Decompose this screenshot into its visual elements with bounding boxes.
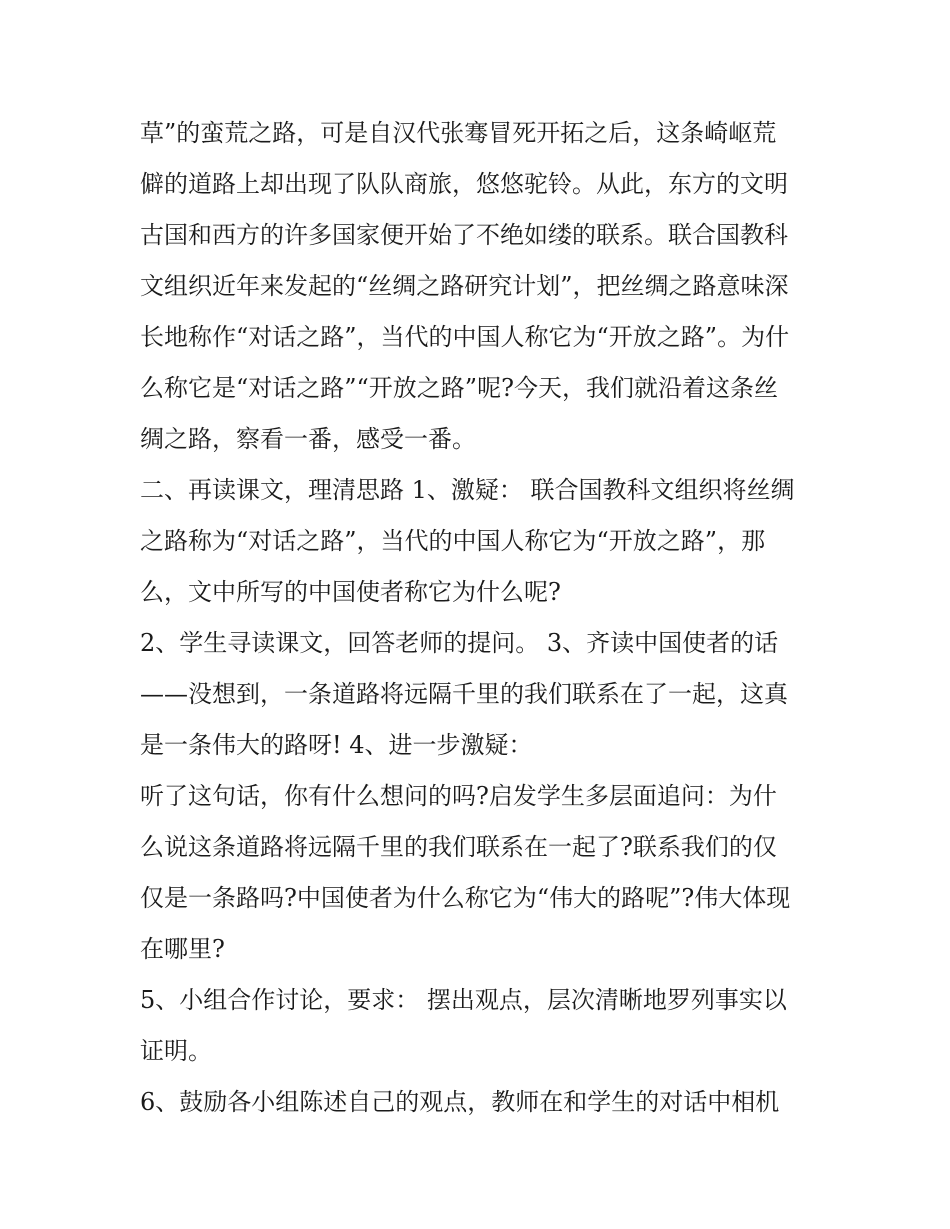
document-body bbox=[140, 108, 830, 1128]
text-line: 2、学生寻读课文，回答老师的提问。 3、齐读中国使者的话 bbox=[140, 629, 779, 657]
text-line: ——没想到，一条道路将远隔千里的我们联系在了一起，这真 bbox=[140, 680, 788, 708]
text-line: 文组织近年来发起的“丝绸之路研究计划”，把丝绸之路意味深 bbox=[140, 272, 789, 300]
text-line: 僻的道路上却出现了队队商旅，悠悠驼铃。从此，东方的文明 bbox=[140, 170, 788, 198]
text-line: 仅是一条路吗?中国使者为什么称它为“伟大的路呢”?伟大体现 bbox=[140, 884, 791, 912]
text-line: 5、小组合作讨论，要求： 摆出观点，层次清晰地罗列事实以 bbox=[140, 986, 787, 1014]
text-line: 么，文中所写的中国使者称它为什么呢? bbox=[140, 578, 561, 606]
text-line: 之路称为“对话之路”，当代的中国人称它为“开放之路”，那 bbox=[140, 527, 766, 555]
text-line: 听了这句话，你有什么想问的吗?启发学生多层面追问：为什 bbox=[140, 782, 777, 810]
text-line: 古国和西方的许多国家便开始了不绝如缕的联系。联合国教科 bbox=[140, 221, 788, 249]
text-line: 证明。 bbox=[140, 1037, 212, 1065]
text-line: 是一条伟大的路呀! 4、进一步激疑： bbox=[140, 731, 533, 759]
text-line: 么说这条道路将远隔千里的我们联系在一起了?联系我们的仅 bbox=[140, 833, 777, 861]
text-line: 么称它是“对话之路”“开放之路”呢?今天，我们就沿着这条丝 bbox=[140, 374, 778, 402]
text-line: 绸之路，察看一番，感受一番。 bbox=[140, 425, 476, 453]
text-line: 长地称作“对话之路”，当代的中国人称它为“开放之路”。为什 bbox=[140, 323, 790, 351]
section-heading-line: 二、再读课文，理清思路 1、激疑： 联合国教科文组织将丝绸 bbox=[140, 476, 795, 504]
text-line: 在哪里? bbox=[140, 935, 225, 963]
text-line: 6、鼓励各小组陈述自己的观点，教师在和学生的对话中相机 bbox=[140, 1088, 780, 1116]
text-line: 草”的蛮荒之路，可是自汉代张骞冒死开拓之后，这条崎岖荒 bbox=[140, 119, 777, 147]
